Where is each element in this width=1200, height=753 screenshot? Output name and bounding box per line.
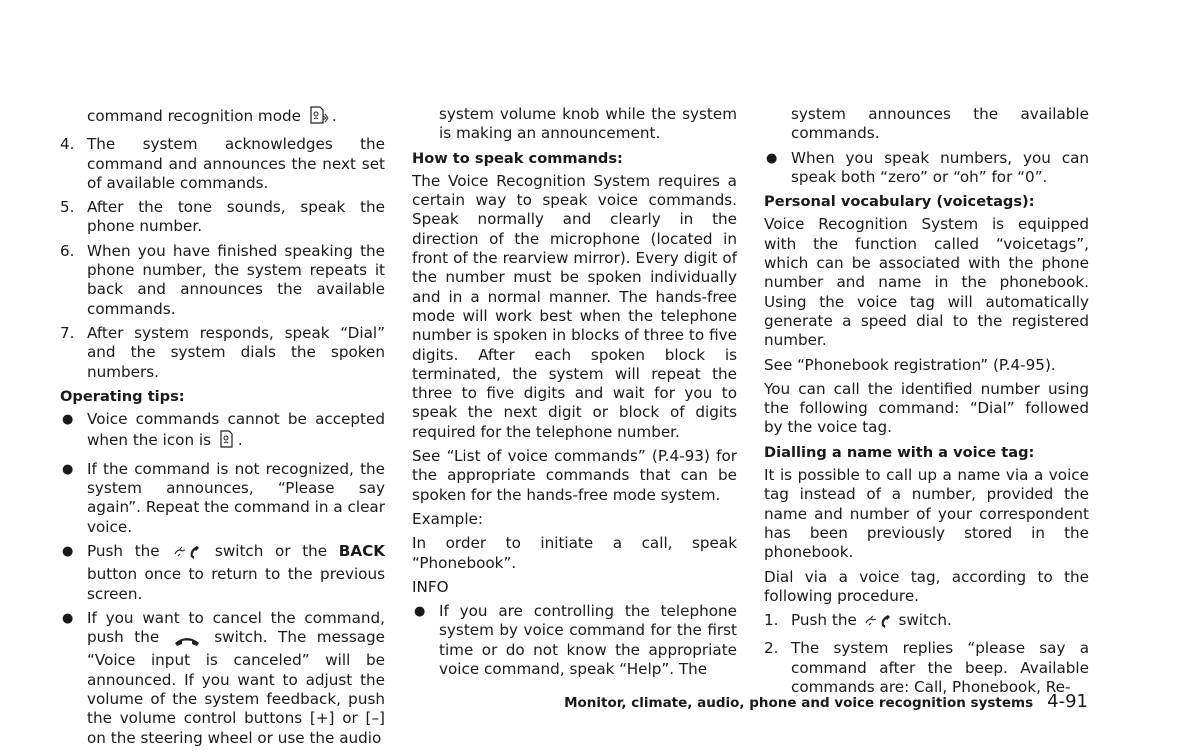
paragraph: See “Phonebook registration” (P.4-95). <box>764 355 1056 374</box>
tip-2 <box>60 460 385 537</box>
column-3 <box>764 105 1089 702</box>
step-text: When you have finished speaking the phone number, the system repeats it back and announces the available commands. <box>87 241 385 318</box>
bullet-icon: ● <box>766 150 778 166</box>
paragraph: See “List of voice commands” (P.4-93) for the appropriate commands that can be spoken for the hands-free mode system. <box>412 447 737 504</box>
personal-vocabulary-heading: Personal vocabulary (voicetags): <box>764 193 1035 211</box>
info-label: INFO <box>412 577 449 596</box>
step-text: The system acknowledges the command and announces the next set of available commands. <box>87 135 385 192</box>
step-4 <box>60 135 385 193</box>
tip-text: If you want to cancel the command, push the <box>87 608 385 647</box>
step-number: 7. <box>60 323 75 342</box>
step-2 <box>764 639 1089 697</box>
speech-recognition-icon <box>308 105 330 130</box>
paragraph: In order to initiate a call, speak “Phonebook”. <box>412 534 737 572</box>
operating-tips-heading: Operating tips: <box>60 387 185 405</box>
bullet-icon: ● <box>62 412 74 428</box>
bullet-icon: ● <box>414 604 426 620</box>
step-7 <box>60 324 385 382</box>
step-number: 6. <box>60 241 75 260</box>
step-text: After the tone sounds, speak the phone number. <box>87 198 385 236</box>
column-1 <box>60 105 385 753</box>
step-text: Push the <box>791 611 857 630</box>
continued-text <box>60 105 385 130</box>
step-5 <box>60 198 385 237</box>
example-label: Example: <box>412 509 484 528</box>
talk-phone-switch-icon <box>173 544 201 565</box>
paragraph: You can call the identified number using the following command: “Dial” followed by the voice tag. <box>764 379 1089 437</box>
tip-text: switch or the <box>214 541 328 560</box>
continued-text: system announces the available commands. <box>791 105 1089 143</box>
step-text: After system responds, speak “Dial” and the system dials the spoken numbers. <box>87 323 385 381</box>
step-text: switch. <box>898 611 952 630</box>
tip-text: If the command is not recognized, the system announces, “Please say again”. Repeat the command in a clear voice. <box>87 459 385 536</box>
dialling-voice-tag-heading: Dialling a name with a voice tag: <box>764 443 1035 461</box>
continued-text: system volume knob while the system is making an announcement. <box>439 105 737 143</box>
tip-3 <box>60 542 385 604</box>
tip-text: Push the <box>87 541 160 560</box>
paragraph: It is possible to call up a name via a voice tag instead of a number, provided the name and number of your correspondent has been previously stored in the phonebook. <box>764 466 1089 562</box>
step-number: 5. <box>60 198 75 217</box>
section-title: Monitor, climate, audio, phone and voice recognition systems <box>564 695 1034 711</box>
paragraph: The Voice Recognition System requires a certain way to speak voice commands. Speak normally and clearly in the direction of the microphone (located in front of the rearview mirror). Every digit of the number must be spoken individually and in a normal manner. The hands-free mode will work best when the telephone number is spoken in blocks of three to five digits. After each spoken block is terminated, the system will repeat the three to five digits and wait for you to speak the next digit or block of digits required for the telephone number. <box>412 171 737 441</box>
phone-hangup-icon <box>172 632 202 651</box>
paragraph: Dial via a voice tag, according to the following procedure. <box>764 567 1089 605</box>
step-text: The system replies “please say a command after the beep. Available commands are: Call, Phonebook, Re- <box>791 639 1089 697</box>
bullet-icon: ● <box>62 461 74 477</box>
bullet-text: When you speak numbers, you can speak both “zero” or “oh” for “0”. <box>791 148 1089 186</box>
tip-4 <box>60 609 385 748</box>
tip-text: Voice commands cannot be accepted when the icon is <box>87 410 385 450</box>
info-item <box>412 602 737 679</box>
tip-text: switch. The message “Voice input is canceled” will be announced. If you want to adjust the volume of the system feedback, push the volume control buttons [+] or [–] on the steering wheel or use the audio <box>87 628 386 747</box>
page-number: 4-91 <box>1047 691 1088 712</box>
page-footer <box>564 692 1088 713</box>
back-button-label: BACK <box>338 541 386 560</box>
bullet-icon: ● <box>62 543 74 559</box>
punctuation: . <box>237 431 243 450</box>
paragraph-text: command recognition mode <box>87 107 302 125</box>
punctuation: . <box>331 107 337 125</box>
how-to-speak-heading: How to speak commands: <box>412 149 623 167</box>
column-2 <box>412 105 737 684</box>
talk-phone-switch-icon <box>864 613 892 634</box>
step-number: 4. <box>60 135 75 154</box>
step-1 <box>764 611 1089 634</box>
paragraph: Voice Recognition System is equipped with the function called “voicetags”, which can be associated with the phone number and name in the phonebook. Using the voice tag will automatically generate a speed dial to the registered number. <box>764 215 1089 350</box>
step-number: 2. <box>764 639 779 658</box>
step-number: 1. <box>764 611 779 630</box>
bullet-icon: ● <box>62 610 74 626</box>
tip-1 <box>60 410 385 455</box>
info-text: If you are controlling the telephone system by voice command for the first time or do not know the appropriate voice command, speak “Help”. The <box>439 602 737 679</box>
tip-text: button once to return to the previous screen. <box>87 565 385 603</box>
speech-inactive-icon <box>218 429 236 454</box>
numbers-bullet <box>764 149 1089 188</box>
step-6 <box>60 242 385 319</box>
